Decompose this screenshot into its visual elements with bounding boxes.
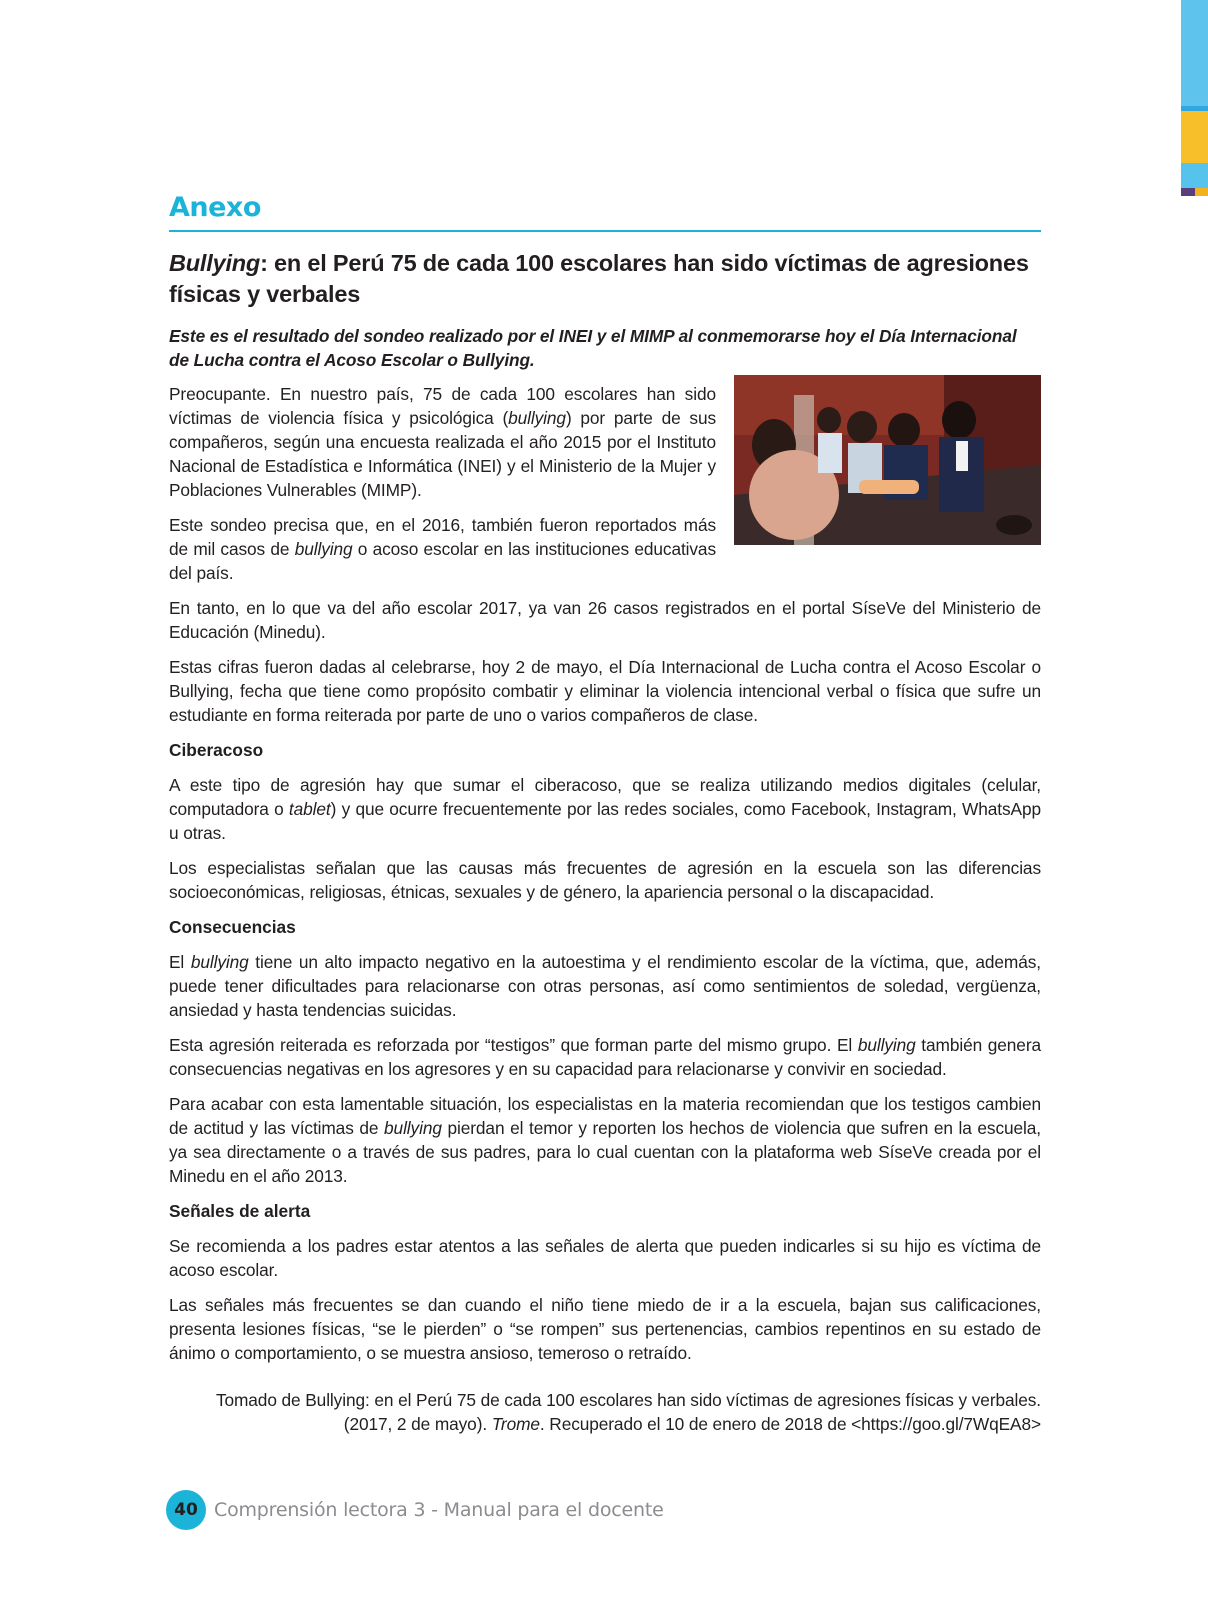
tab-cyan-segment <box>1181 163 1208 188</box>
students-photo-illustration <box>734 375 1041 545</box>
page-footer <box>166 1490 664 1530</box>
article-photo <box>734 375 1041 545</box>
paragraph-4: Estas cifras fueron dadas al celebrarse, hoy 2 de mayo, el Día Internacional de Lucha contra el Acoso Escolar o Bullying, fecha que tiene como propósito combatir y eliminar la violencia intencional verbal o física que sufre un estudiante en forma reiterada por parte de uno o varios compañeros de clase. <box>169 657 1041 725</box>
p9-italic: bullying <box>384 1118 442 1138</box>
p5-text-a: A este tipo de agresión hay que sumar el ciberacoso, que se realiza utilizando medios digitales (celular, computadora o <box>169 775 1041 819</box>
chapter-tab-strip <box>1181 0 1208 196</box>
citation-italic: Trome <box>491 1414 540 1434</box>
headline-rest: : en el Perú 75 de cada 100 escolares han sido víctimas de agresiones físicas y verbales <box>169 250 1029 307</box>
page-content <box>169 190 1041 1436</box>
citation-text-c: . Recuperado el 10 de enero de 2018 de <https://goo.gl/7WqEA8> <box>539 1414 1041 1434</box>
article-headline <box>169 248 1041 310</box>
paragraph-6: Los especialistas señalan que las causas más frecuentes de agresión en la escuela son las diferencias socioeconómicas, religiosas, étnicas, sexuales y de género, la apariencia personal o la discapacidad. <box>169 858 1041 902</box>
tab-orange-block <box>1195 188 1208 196</box>
p8-italic: bullying <box>857 1035 916 1055</box>
p5-italic: tablet <box>288 799 331 819</box>
source-citation <box>169 1388 1041 1436</box>
paragraph-3: En tanto, en lo que va del año escolar 2017, ya van 26 casos registrados en el portal SíseVe del Ministerio de Educación (Minedu). <box>169 598 1041 642</box>
headline-italic: Bullying <box>169 250 261 276</box>
p2-italic: bullying <box>294 539 353 559</box>
footer-book-title: Comprensión lectora 3 - Manual para el docente <box>214 1499 664 1521</box>
paragraph-7 <box>169 950 1041 1022</box>
title-rule <box>169 230 1041 232</box>
subheading-consecuencias: Consecuencias <box>169 917 296 937</box>
tab-yellow-segment <box>1181 111 1208 163</box>
p1-text-c: ) por parte de sus compañeros, según una encuesta realizada el año 2015 por el Instituto Nacional de Estadística e Informática (INEI) y el Ministerio de la Mujer y Poblaciones Vulnerables (MIMP). <box>169 408 717 500</box>
p5-text-c: ) y que ocurre frecuentemente por las redes sociales, como Facebook, Instagram, WhatsApp u otras. <box>169 799 1041 843</box>
p9-text-a: Para acabar con esta lamentable situación, los especialistas en la materia recomiendan que los testigos cambien de actitud y las víctimas de <box>169 1094 1041 1138</box>
p8-text-a: Esta agresión reiterada es reforzada por “testigos” que forman parte del mismo grupo. El <box>169 1035 858 1055</box>
p1-italic: bullying <box>508 408 566 428</box>
page-number-badge: 40 <box>166 1490 206 1530</box>
tab-purple-block <box>1181 188 1195 196</box>
p7-text-a: El <box>169 952 191 972</box>
p8-text-c: también genera consecuencias negativas en los agresores y en su capacidad para relacionarse y convivir en sociedad. <box>169 1035 1041 1079</box>
paragraph-10: Se recomienda a los padres estar atentos a las señales de alerta que pueden indicarles si su hijo es víctima de acoso escolar. <box>169 1236 1041 1280</box>
p2-text-c: o acoso escolar en las instituciones educativas del país. <box>169 539 716 583</box>
section-title: Anexo <box>169 192 261 223</box>
paragraph-11: Las señales más frecuentes se dan cuando el niño tiene miedo de ir a la escuela, bajan sus calificaciones, presenta lesiones físicas, “se le pierden” o “se rompen” sus pertenencias, cambios repentinos en su estado de ánimo o comportamiento, o se muestra ansioso, temeroso o retraído. <box>169 1295 1041 1363</box>
tab-blue-segment <box>1181 0 1208 106</box>
paragraph-8 <box>169 1033 1041 1081</box>
tab-bottom-segment <box>1181 188 1208 196</box>
citation-text-a: Tomado de Bullying: en el Perú 75 de cada 100 escolares han sido víctimas de agresiones físicas y verbales. (2017, 2 de mayo). <box>215 1390 1041 1434</box>
paragraph-5 <box>169 773 1041 845</box>
p7-italic: bullying <box>190 952 249 972</box>
paragraph-9 <box>169 1092 1041 1188</box>
article-lead: Este es el resultado del sondeo realizado por el INEI y el MIMP al conmemorarse hoy el Día Internacional de Lucha contra el Acoso Escolar o Bullying. <box>169 326 1017 370</box>
p9-text-c: pierdan el temor y reporten los hechos de violencia que sufren en la escuela, ya sea directamente o a través de sus padres, para lo cual cuentan con la plataforma web SíseVe creada por el Minedu en el año 2013. <box>169 1118 1041 1186</box>
subheading-senales: Señales de alerta <box>169 1201 311 1221</box>
p2-text-a: Este sondeo precisa que, en el 2016, también fueron reportados más de mil casos de <box>169 515 716 559</box>
p1-text-a: Preocupante. En nuestro país, 75 de cada 100 escolares han sido víctimas de violencia física y psicológica ( <box>169 384 716 428</box>
subheading-ciberacoso: Ciberacoso <box>169 740 264 760</box>
p7-text-c: tiene un alto impacto negativo en la autoestima y el rendimiento escolar de la víctima, que, además, puede tener dificultades para relacionarse con otras personas, así como sentimientos de soledad, vergüenza, ansiedad y hasta tendencias suicidas. <box>169 952 1041 1020</box>
